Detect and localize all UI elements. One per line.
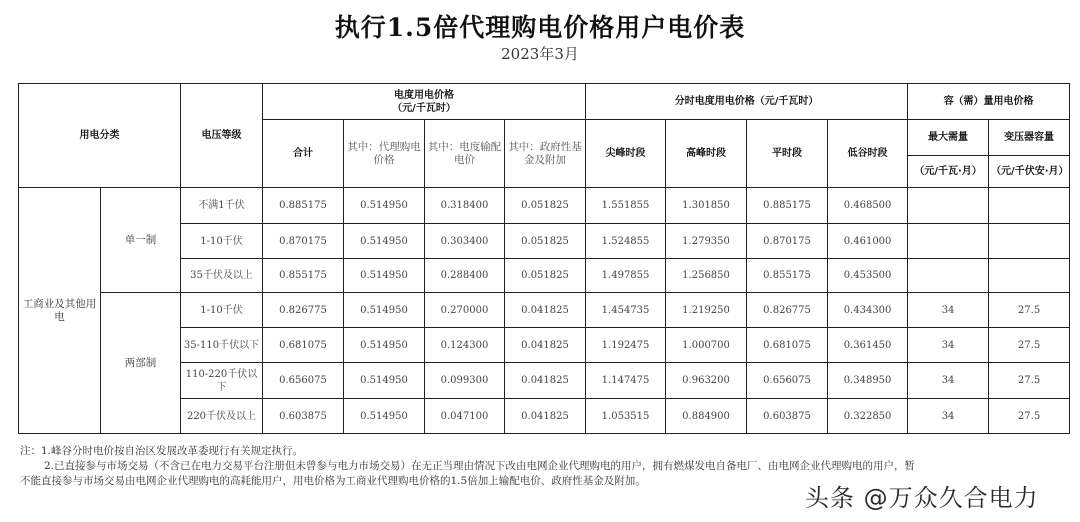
high-cell: 1.279350 bbox=[666, 224, 747, 259]
high-cell: 1.301850 bbox=[666, 188, 747, 224]
transformer-cell: 27.5 bbox=[989, 399, 1070, 434]
voltage-cell: 1-10千伏 bbox=[181, 293, 263, 328]
sharp-cell: 1.192475 bbox=[586, 328, 666, 363]
header-max-demand-unit: （元/千瓦·月） bbox=[908, 156, 989, 188]
fund-cell: 0.041825 bbox=[505, 363, 586, 399]
header-voltage: 电压等级 bbox=[181, 84, 263, 188]
agency-cell: 0.514950 bbox=[344, 188, 425, 224]
voltage-cell: 1-10千伏 bbox=[181, 224, 263, 259]
agency-cell: 0.514950 bbox=[344, 224, 425, 259]
valley-cell: 0.461000 bbox=[828, 224, 908, 259]
agency-cell: 0.514950 bbox=[344, 363, 425, 399]
valley-cell: 0.453500 bbox=[828, 259, 908, 293]
valley-cell: 0.361450 bbox=[828, 328, 908, 363]
flat-cell: 0.826775 bbox=[747, 293, 828, 328]
sharp-cell: 1.551855 bbox=[586, 188, 666, 224]
max-demand-cell: 34 bbox=[908, 293, 989, 328]
total-cell: 0.656075 bbox=[263, 363, 344, 399]
high-cell: 1.000700 bbox=[666, 328, 747, 363]
header-valley: 低谷时段 bbox=[828, 120, 908, 188]
agency-cell: 0.514950 bbox=[344, 399, 425, 434]
transmission-cell: 0.124300 bbox=[425, 328, 505, 363]
agency-cell: 0.514950 bbox=[344, 328, 425, 363]
transmission-cell: 0.270000 bbox=[425, 293, 505, 328]
fund-cell: 0.051825 bbox=[505, 188, 586, 224]
document-date: 2023年3月 bbox=[501, 45, 579, 63]
valley-cell: 0.348950 bbox=[828, 363, 908, 399]
max-demand-cell: 34 bbox=[908, 363, 989, 399]
voltage-cell: 220千伏及以上 bbox=[181, 399, 263, 434]
total-cell: 0.885175 bbox=[263, 188, 344, 224]
max-demand-cell bbox=[908, 224, 989, 259]
header-category: 用电分类 bbox=[19, 84, 181, 188]
sharp-cell: 1.147475 bbox=[586, 363, 666, 399]
valley-cell: 0.434300 bbox=[828, 293, 908, 328]
header-energy-group bbox=[263, 84, 586, 120]
flat-cell: 0.885175 bbox=[747, 188, 828, 224]
high-cell: 1.219250 bbox=[666, 293, 747, 328]
sharp-cell: 1.524855 bbox=[586, 224, 666, 259]
flat-cell: 0.855175 bbox=[747, 259, 828, 293]
table-row bbox=[19, 188, 1070, 224]
watermark: 头条 @万众久合电力 bbox=[805, 484, 1039, 512]
fund-cell: 0.051825 bbox=[505, 259, 586, 293]
transmission-cell: 0.318400 bbox=[425, 188, 505, 224]
header-capacity-group: 容（需）量用电价格 bbox=[908, 84, 1070, 120]
agency-cell: 0.514950 bbox=[344, 259, 425, 293]
valley-cell: 0.468500 bbox=[828, 188, 908, 224]
total-cell: 0.603875 bbox=[263, 399, 344, 434]
billing-type-cell: 单一制 bbox=[101, 188, 181, 293]
max-demand-cell: 34 bbox=[908, 328, 989, 363]
transmission-cell: 0.047100 bbox=[425, 399, 505, 434]
header-max-demand: 最大需量 bbox=[908, 120, 989, 156]
max-demand-cell bbox=[908, 188, 989, 224]
electricity-price-table bbox=[18, 83, 1070, 434]
fund-cell: 0.041825 bbox=[505, 293, 586, 328]
header-transformer: 变压器容量 bbox=[989, 120, 1070, 156]
fund-cell: 0.051825 bbox=[505, 224, 586, 259]
header-flat: 平时段 bbox=[747, 120, 828, 188]
voltage-cell: 110-220千伏以下 bbox=[181, 363, 263, 399]
transformer-cell: 27.5 bbox=[989, 293, 1070, 328]
header-energy-group-unit: （元/千瓦时） bbox=[392, 102, 456, 114]
high-cell: 1.256850 bbox=[666, 259, 747, 293]
transmission-cell: 0.099300 bbox=[425, 363, 505, 399]
voltage-cell: 35千伏及以上 bbox=[181, 259, 263, 293]
total-cell: 0.826775 bbox=[263, 293, 344, 328]
flat-cell: 0.656075 bbox=[747, 363, 828, 399]
fund-cell: 0.041825 bbox=[505, 328, 586, 363]
footnote-2-line-1: 2.已直接参与市场交易（不含已在电力交易平台注册但未曾参与电力市场交易）在无正当理由情况下改由电网企业代理购电的用户，拥有燃煤发电自备电厂、由电网企业代理购电的用户，暂 bbox=[44, 460, 916, 472]
header-tou-group: 分时电度用电价格（元/千瓦时） bbox=[586, 84, 908, 120]
transformer-cell bbox=[989, 188, 1070, 224]
transformer-cell bbox=[989, 259, 1070, 293]
fund-cell: 0.041825 bbox=[505, 399, 586, 434]
flat-cell: 0.870175 bbox=[747, 224, 828, 259]
sharp-cell: 1.454735 bbox=[586, 293, 666, 328]
document-title: 执行1.5倍代理购电价格用户电价表 bbox=[334, 13, 746, 42]
header-gov-fund: 其中：政府性基金及附加 bbox=[505, 120, 586, 188]
flat-cell: 0.681075 bbox=[747, 328, 828, 363]
voltage-cell: 不满1千伏 bbox=[181, 188, 263, 224]
valley-cell: 0.322850 bbox=[828, 399, 908, 434]
voltage-cell: 35-110千伏以下 bbox=[181, 328, 263, 363]
table-row bbox=[19, 293, 1070, 328]
header-energy-group-label: 电度用电价格 bbox=[394, 89, 455, 101]
high-cell: 0.884900 bbox=[666, 399, 747, 434]
high-cell: 0.963200 bbox=[666, 363, 747, 399]
category-cell: 工商业及其他用电 bbox=[19, 188, 101, 434]
sharp-cell: 1.053515 bbox=[586, 399, 666, 434]
header-peak-sharp: 尖峰时段 bbox=[586, 120, 666, 188]
header-transmission-price: 其中：电度输配电价 bbox=[425, 120, 505, 188]
footnote-1: 注：1.峰谷分时电价按自治区发展改革委现行有关规定执行。 bbox=[20, 445, 304, 457]
transmission-cell: 0.303400 bbox=[425, 224, 505, 259]
transmission-cell: 0.288400 bbox=[425, 259, 505, 293]
total-cell: 0.681075 bbox=[263, 328, 344, 363]
transformer-cell: 27.5 bbox=[989, 328, 1070, 363]
max-demand-cell bbox=[908, 259, 989, 293]
header-agency-price: 其中：代理购电价格 bbox=[344, 120, 425, 188]
agency-cell: 0.514950 bbox=[344, 293, 425, 328]
total-cell: 0.855175 bbox=[263, 259, 344, 293]
footnote-2-line-2: 不能直接参与市场交易由电网企业代理购电的高耗能用户，用电价格为工商业代理购电价格的1.5倍加上输配电价、政府性基金及附加。 bbox=[20, 475, 646, 487]
transformer-cell: 27.5 bbox=[989, 363, 1070, 399]
header-transformer-unit: （元/千伏安·月） bbox=[989, 156, 1070, 188]
header-total: 合计 bbox=[263, 120, 344, 188]
billing-type-cell: 两部制 bbox=[101, 293, 181, 434]
total-cell: 0.870175 bbox=[263, 224, 344, 259]
sharp-cell: 1.497855 bbox=[586, 259, 666, 293]
header-peak-high: 高峰时段 bbox=[666, 120, 747, 188]
transformer-cell bbox=[989, 224, 1070, 259]
flat-cell: 0.603875 bbox=[747, 399, 828, 434]
max-demand-cell: 34 bbox=[908, 399, 989, 434]
